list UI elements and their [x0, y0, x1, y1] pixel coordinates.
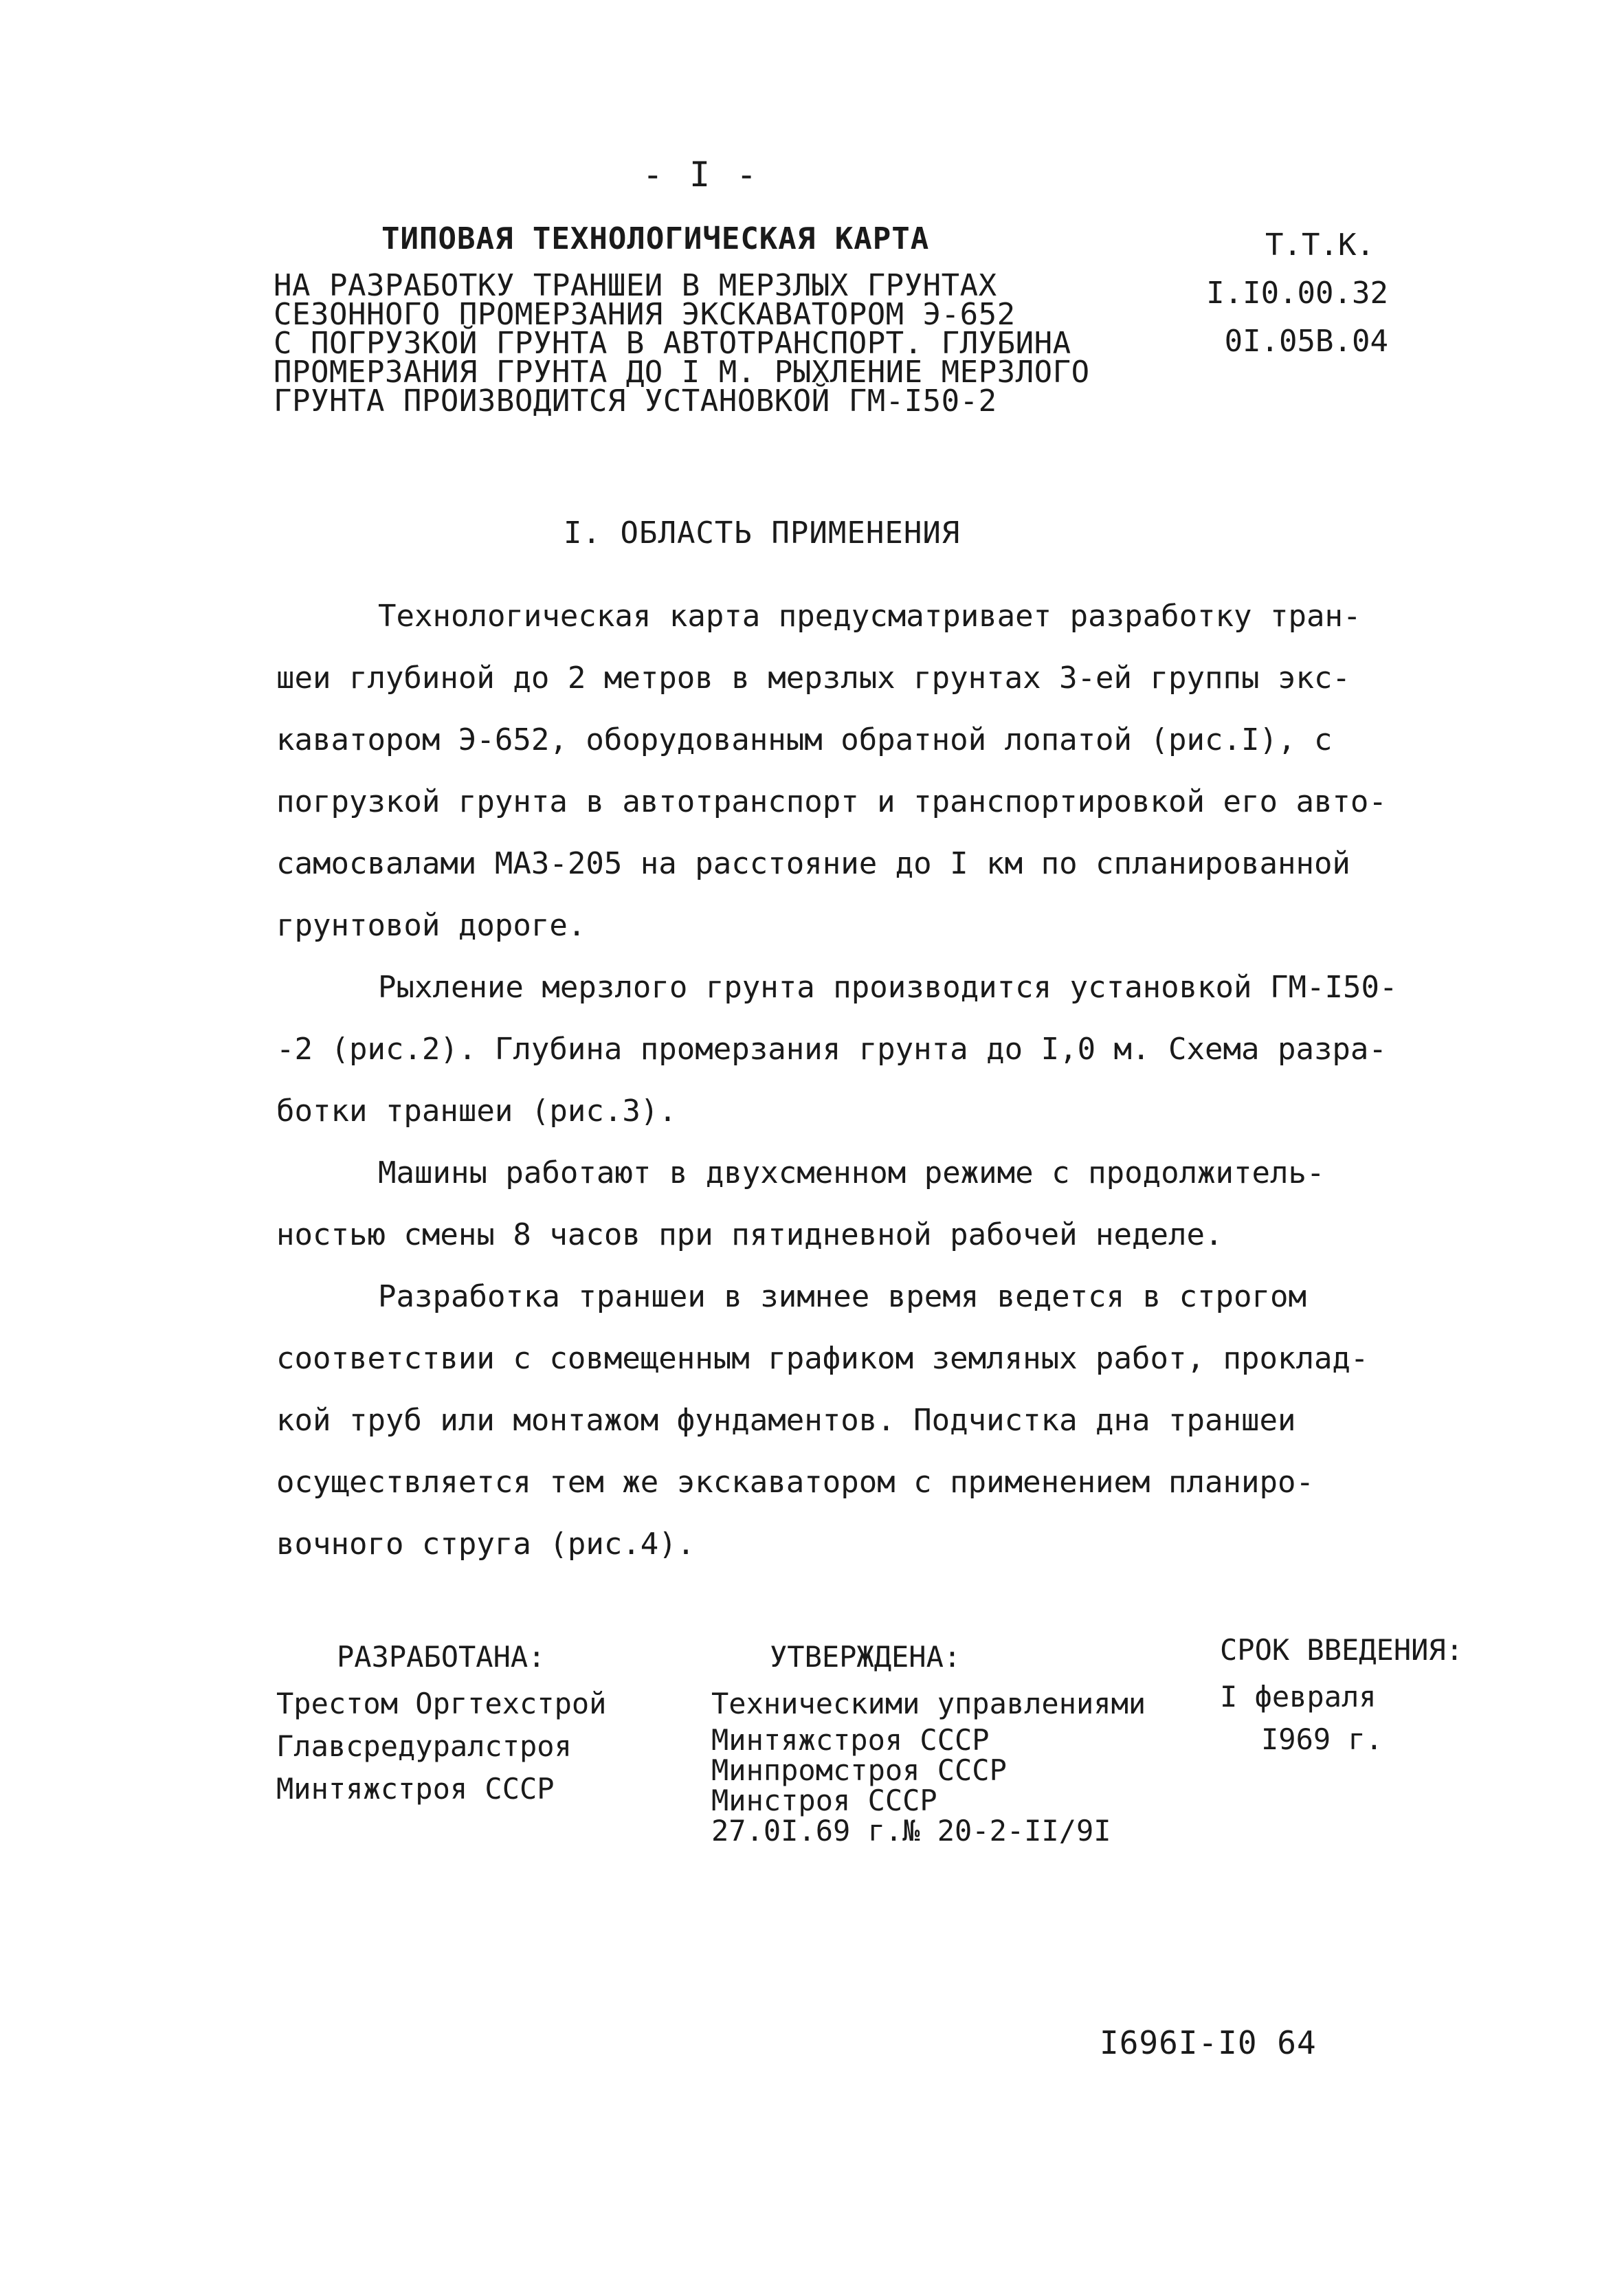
subject-line: ПРОМЕРЗАНИЯ ГРУНТА ДО I М. РЫХЛЕНИЕ МЕРЗЛОГО [274, 355, 1090, 390]
paragraph-line: Рыхление мерзлого грунта производится установкой ГМ-I50- [378, 970, 1398, 1005]
approved-by-label: УТВЕРЖДЕНА: [770, 1640, 961, 1674]
subject-line: СЕЗОННОГО ПРОМЕРЗАНИЯ ЭКСКАВАТОРОМ Э-652 [274, 297, 1016, 332]
approved-by-line: Техническими управлениями [711, 1687, 1146, 1720]
paragraph-line: ностью смены 8 часов при пятидневной рабочей неделе. [276, 1217, 1223, 1252]
effective-date-line: I969 г. [1261, 1722, 1383, 1756]
effective-date-line: I февраля [1220, 1680, 1377, 1714]
developed-by-line: Трестом Оргтехстрой [276, 1687, 607, 1720]
paragraph-line: ботки траншеи (рис.3). [276, 1094, 677, 1129]
approved-by-line: Минтяжстроя СССР [711, 1723, 990, 1757]
code-number: I.I0.00.32 [1206, 276, 1388, 311]
subject-line: С ПОГРУЗКОЙ ГРУНТА В АВТОТРАНСПОРТ. ГЛУБИНА [274, 326, 1071, 361]
approved-by-line: Минпромстроя СССР [711, 1753, 1007, 1787]
effective-date-block [1220, 1629, 1463, 1761]
paragraph-line: соответствии с совмещенным графиком земляных работ, проклад- [276, 1341, 1369, 1376]
paragraph-line: погрузкой грунта в автотранспорт и транспортировкой его авто- [276, 784, 1387, 819]
paragraph-line: Технологическая карта предусматривает разработку тран- [378, 599, 1361, 634]
subject-line: ГРУНТА ПРОИЗВОДИТСЯ УСТАНОВКОЙ ГМ-I50-2 [274, 384, 997, 419]
paragraph-line: осуществляется тем же экскаватором с применением планиро- [276, 1465, 1314, 1500]
paragraph-line: кой труб или монтажом фундаментов. Подчистка дна траншеи [276, 1403, 1296, 1438]
developed-by-label: РАЗРАБОТАНА: [337, 1640, 546, 1674]
document-codes [1182, 221, 1388, 366]
paragraph-line: грунтовой дороге. [276, 908, 586, 943]
code-classifier: 0I.05В.04 [1224, 324, 1388, 359]
paragraph-line: Машины работают в двухсменном режиме с продолжитель- [378, 1155, 1325, 1190]
developed-by-line: Минтяжстроя СССР [276, 1772, 555, 1806]
approved-by-line: Минстроя СССР [711, 1784, 937, 1817]
developed-by-line: Главсредуралстроя [276, 1729, 572, 1763]
developed-by-block [276, 1636, 606, 1810]
code-ttk: Т.Т.К. [1265, 228, 1375, 263]
footer-code: I696I-I0 64 [1100, 2024, 1317, 2061]
paragraph-line: вочного струга (рис.4). [276, 1527, 696, 1562]
paragraph-line: каватором Э-652, оборудованным обратной лопатой (рис.I), с [276, 722, 1333, 757]
page-number: - I - [642, 155, 760, 195]
paragraph-line: шеи глубиной до 2 метров в мерзлых грунтах 3-ей группы экс- [276, 661, 1350, 696]
document-heading: ТИПОВАЯ ТЕХНОЛОГИЧЕСКАЯ КАРТА [381, 221, 930, 256]
section-title: I. ОБЛАСТЬ ПРИМЕНЕНИЯ [564, 515, 961, 551]
document-subject [274, 268, 1090, 419]
effective-date-label: СРОК ВВЕДЕНИЯ: [1220, 1633, 1464, 1667]
paragraph-line: Разработка траншеи в зимнее время ведется в строгом [378, 1279, 1307, 1314]
approved-by-line: 27.0I.69 г.№ 20-2-II/9I [711, 1814, 1111, 1848]
subject-line: НА РАЗРАБОТКУ ТРАНШЕИ В МЕРЗЛЫХ ГРУНТАХ [274, 268, 997, 303]
body-text [276, 586, 1431, 1575]
paragraph-line: -2 (рис.2). Глубина промерзания грунта до I,0 м. Схема разра- [276, 1032, 1387, 1067]
paragraph-line: самосвалами МАЗ-205 на расстояние до I км по спланированной [276, 846, 1350, 881]
approved-by-block [711, 1636, 1146, 1846]
